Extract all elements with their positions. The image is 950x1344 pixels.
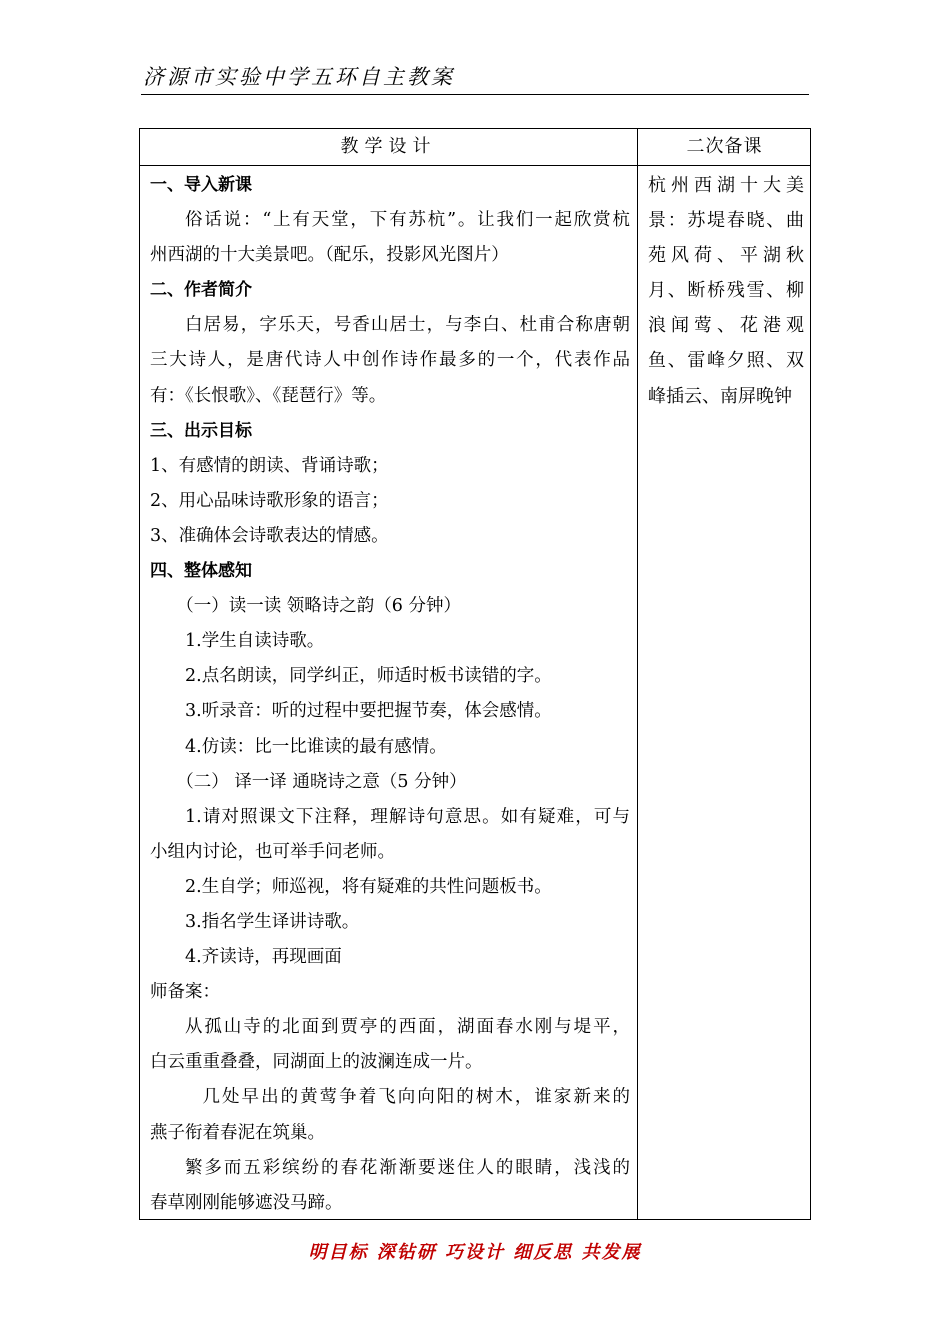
- content-line: 从孤山寺的北面到贾亭的西面，湖面春水刚与堤平，: [185, 1017, 630, 1038]
- content-line: 2、用心品味诗歌形象的语言；: [150, 490, 389, 511]
- header-rule: [141, 94, 809, 95]
- content-line: 繁多而五彩缤纷的春花渐渐要迷住人的眼睛，浅浅的: [185, 1157, 630, 1178]
- content-line: 4.仿读：比一比谁读的最有感情。: [185, 736, 447, 757]
- content-line: 3.指名学生译讲诗歌。: [185, 911, 360, 932]
- section-heading: 二、作者简介: [150, 280, 252, 301]
- teaching-design-content: [150, 168, 630, 1221]
- content-line: 3、准确体会诗歌表达的情感。: [150, 525, 389, 546]
- content-line: 白云重重叠叠，同湖面上的波澜连成一片。: [150, 1052, 483, 1073]
- heading-row-divider: [140, 165, 810, 166]
- content-line: 三大诗人，是唐代诗人中创作诗作最多的一个，代表作品: [150, 350, 630, 371]
- content-line: 4.齐读诗，再现画面: [185, 947, 342, 968]
- teaching-design-heading: 教学设计: [340, 136, 437, 157]
- side-note-line: 景：苏堤春晓、曲: [648, 210, 804, 232]
- content-line: 1.请对照课文下注释，理解诗句意思。如有疑难，可与: [185, 806, 630, 827]
- content-line: 燕子衔着春泥在筑巢。: [150, 1122, 325, 1143]
- side-note-line: 浪闻莺、花港观: [648, 315, 804, 337]
- content-line: （一）读一读 领略诗之韵（6 分钟）: [176, 596, 462, 617]
- side-note-line: 月、断桥残雪、柳: [648, 280, 804, 302]
- content-line: 有：《长恨歌》、《琵琶行》等。: [150, 385, 387, 406]
- content-line: 州西湖的十大美景吧。（配乐，投影风光图片）: [150, 245, 509, 266]
- side-note-line: 苑风荷、平湖秋: [648, 245, 804, 267]
- content-line: 2.生自学；师巡视，将有疑难的共性问题板书。: [185, 876, 552, 897]
- section-heading: 三、出示目标: [150, 420, 252, 441]
- content-line: 1.学生自读诗歌。: [185, 631, 325, 652]
- content-line: 小组内讨论，也可举手问老师。: [150, 841, 395, 862]
- content-line: 2.点名朗读，同学纠正，师适时板书读错的字。: [185, 666, 552, 687]
- second-preparation-heading: 二次备课: [686, 136, 763, 157]
- side-note-line: 峰插云、南屏晚钟: [648, 385, 792, 407]
- content-line: 3.听录音：听的过程中要把握节奏，体会感情。: [185, 701, 552, 722]
- lesson-plan-table: [139, 128, 811, 1220]
- content-line: （二） 译一译 通晓诗之意（5 分钟）: [176, 771, 467, 792]
- content-line: 俗话说：“上有天堂，下有苏杭”。让我们一起欣赏杭: [185, 210, 630, 231]
- second-preparation-content: [648, 168, 804, 414]
- content-line: 白居易，字乐天，号香山居士，与李白、杜甫合称唐朝: [185, 315, 630, 336]
- side-note-line: 鱼、雷峰夕照、双: [648, 350, 804, 372]
- side-note-line: 杭州西湖十大美: [648, 175, 804, 196]
- column-divider: [637, 129, 638, 1219]
- content-line: 师备案：: [150, 982, 220, 1003]
- content-line: 1、有感情的朗读、背诵诗歌；: [150, 455, 389, 476]
- page-header-title: 济源市实验中学五环自主教案: [143, 65, 455, 89]
- content-line: 几处早出的黄莺争着飞向向阳的树木，谁家新来的: [202, 1087, 630, 1108]
- content-line: 春草刚刚能够遮没马蹄。: [150, 1192, 343, 1213]
- section-heading: 一、导入新课: [150, 175, 252, 195]
- footer-slogan: 明目标 深钻研 巧设计 细反思 共发展: [308, 1242, 642, 1263]
- section-heading: 四、整体感知: [150, 561, 252, 582]
